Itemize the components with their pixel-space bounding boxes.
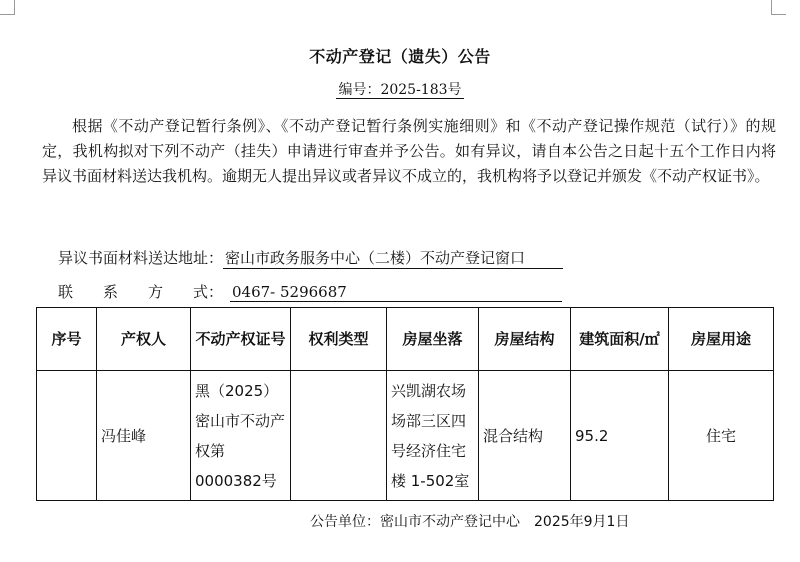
document-number	[0, 79, 800, 99]
header-cert-no: 不动产权证号	[191, 308, 291, 371]
header-usage: 房屋用途	[669, 308, 774, 371]
crop-mark-top-right	[771, 0, 786, 15]
footer	[310, 511, 629, 531]
footer-date: 2025年9月1日	[534, 514, 630, 530]
header-location: 房屋坐落	[387, 308, 479, 371]
table-header-row	[37, 308, 774, 371]
contact-phone-label: 联 系 方 式：	[58, 283, 224, 301]
header-area: 建筑面积/㎡	[571, 308, 669, 371]
header-right-type: 权利类型	[291, 308, 387, 371]
crop-mark-top-left	[0, 0, 15, 15]
cell-serial	[37, 371, 97, 501]
footer-unit: 公告单位：密山市不动产登记中心	[310, 514, 520, 530]
cell-cert-no: 黑（2025）密山市不动产权第 0000382号	[191, 371, 291, 501]
objection-address-value: 密山市政务服务中心（二楼）不动产登记窗口	[223, 247, 563, 269]
cell-structure: 混合结构	[479, 371, 571, 501]
cell-usage: 住宅	[669, 371, 774, 501]
cell-owner: 冯佳峰	[97, 371, 191, 501]
header-serial: 序号	[37, 308, 97, 371]
table-row	[37, 371, 774, 501]
cell-right-type	[291, 371, 387, 501]
objection-address-label: 异议书面材料送达地址：	[58, 249, 224, 267]
document-number-text: 编号：2025-183号	[338, 82, 462, 98]
header-owner: 产权人	[97, 308, 191, 371]
announcement-body: 根据《不动产登记暂行条例》、《不动产登记暂行条例实施细则》和《不动产登记操作规范（试行）》的规定，我机构拟对下列不动产（挂失）申请进行审查并予公告。如有异议，请自本公告之日起十五个工作日内将异议书面材料送达我机构。逾期无人提出异议或者异议不成立的，我机构将予以登记并颁发《不动产权证书》。	[42, 117, 776, 185]
cell-area: 95.2	[571, 371, 669, 501]
page-title: 不动产登记（遗失）公告	[309, 47, 491, 66]
objection-address-line	[58, 247, 563, 269]
property-table	[36, 307, 774, 501]
contact-phone-line	[58, 281, 562, 302]
header-structure: 房屋结构	[479, 308, 571, 371]
cell-location: 兴凯湖农场场部三区四号经济住宅楼 1-502室	[387, 371, 479, 501]
contact-phone-value: 0467- 5296687	[230, 283, 562, 302]
